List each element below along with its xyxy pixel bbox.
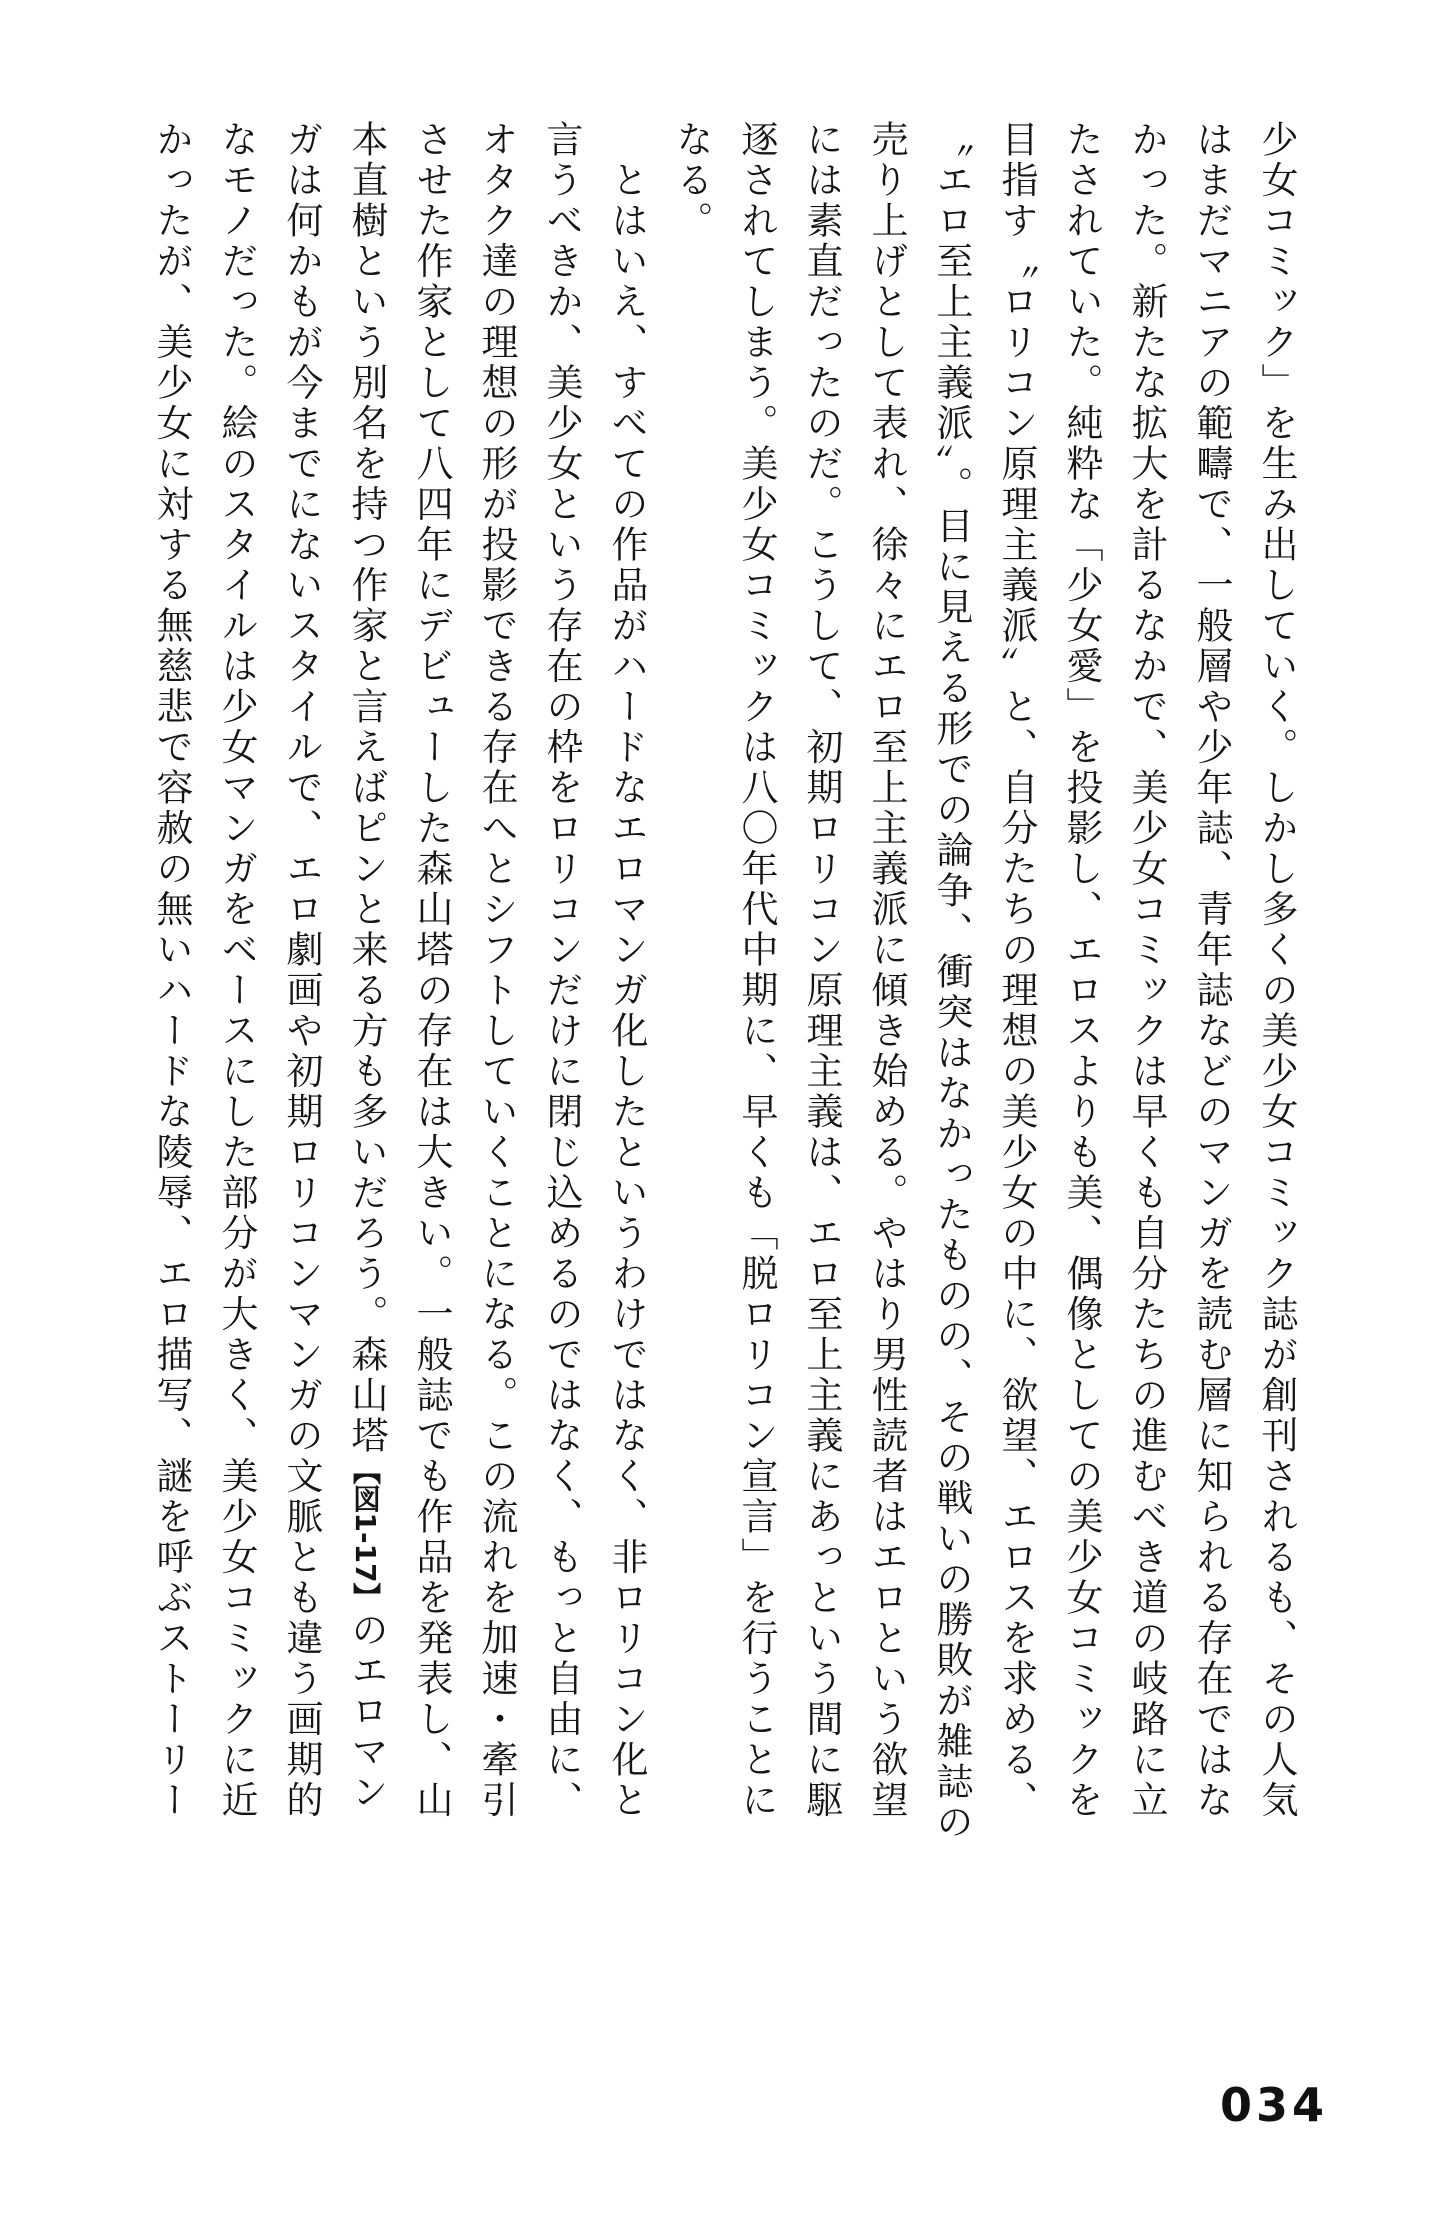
text-column-17: なモノだった。絵のスタイルは少女マンガをベースにした部分が大きく、美少女コミックに近 — [215, 120, 256, 1821]
text-column-10: なる。 — [670, 120, 711, 242]
text-column-6: 〝エロ至上主義派〞。目に見える形での論争、衝突はなかったものの、その戦いの勝敗が雑誌の — [930, 120, 971, 1843]
figure-reference: 【図1-17】 — [349, 1456, 382, 1611]
text-column-11: とはいえ、すべての作品がハードなエロマンガ化したというわけではなく、非ロリコン化と — [605, 120, 646, 1821]
body-text-columns — [138, 120, 1308, 1950]
text-column-7: 売り上げとして表れ、徐々にエロ至上主義派に傾き始める。やはり男性読者はエロという欲望 — [865, 120, 906, 1821]
text-column-4: たされていた。純粋な「少女愛」を投影し、エロスよりも美、偶像としての美少女コミックを — [1060, 120, 1101, 1821]
text-column-1: 少女コミック」を生み出していく。しかし多くの美少女コミック誌が創刊されるも、その人気 — [1255, 120, 1296, 1821]
text-column-13: オタク達の理想の形が投影できる存在へとシフトしていくことになる。この流れを加速・牽引 — [475, 120, 516, 1821]
text-column-9: 逐されてしまう。美少女コミックは八〇年代中期に、早くも「脱ロリコン宣言」を行うことに — [735, 120, 776, 1821]
text-column-2: はまだマニアの範疇で、一般層や少年誌、青年誌などのマンガを読む層に知られる存在ではな — [1190, 120, 1231, 1821]
text-column-8: には素直だったのだ。こうして、初期ロリコン原理主義は、エロ至上主義にあっという間に駆 — [800, 120, 841, 1821]
text-column-12: 言うべきか、美少女という存在の枠をロリコンだけに閉じ込めるのではなく、もっと自由に、 — [540, 120, 581, 1821]
page-number: 034 — [1220, 2078, 1329, 2132]
text-column-16: ガは何かもが今までにないスタイルで、エロ劇画や初期ロリコンマンガの文脈とも違う画期的 — [280, 120, 321, 1821]
text-column-15: 本直樹という別名を持つ作家と言えばピンと来る方も多いだろう。森山塔【図1-17】のエロマン — [345, 120, 386, 1814]
text-column-5: 目指す〝ロリコン原理主義派〞と、自分たちの理想の美少女の中に、欲望、エロスを求める、 — [995, 120, 1036, 1821]
text-column-14: させた作家として八四年にデビューした森山塔の存在は大きい。一般誌でも作品を発表し、山 — [410, 120, 451, 1821]
text-column-18: かったが、美少女に対する無慈悲で容赦の無いハードな陵辱、エロ描写、謎を呼ぶストーリー — [150, 120, 191, 1821]
text-column-3: かった。新たな拡大を計るなかで、美少女コミックは早くも自分たちの進むべき道の岐路に立 — [1125, 120, 1166, 1821]
